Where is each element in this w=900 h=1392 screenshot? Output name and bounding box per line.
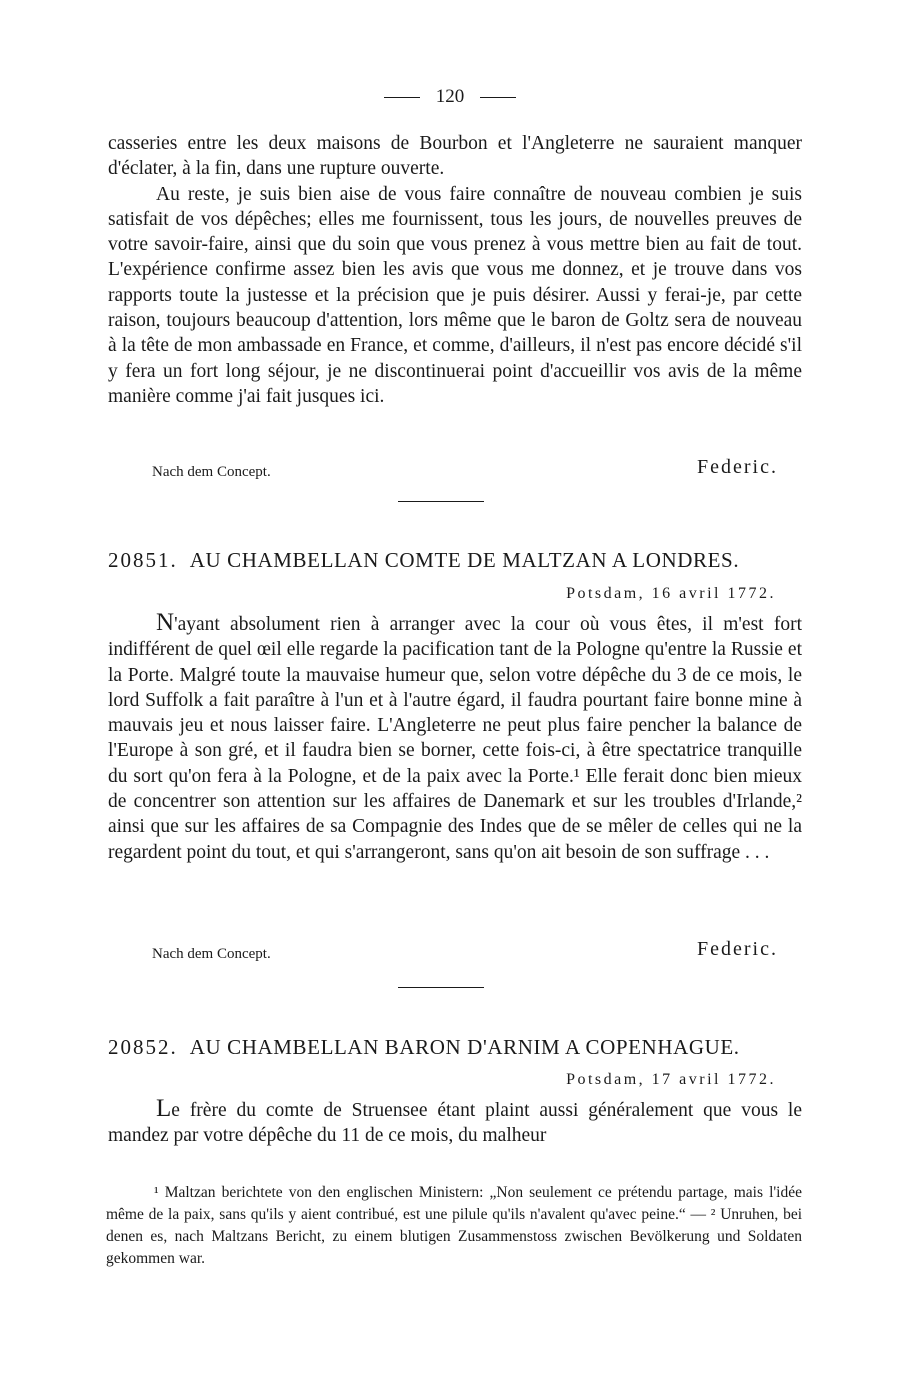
place-date: Potsdam, 17 avril 1772. xyxy=(566,1071,776,1088)
section-separator xyxy=(398,987,484,988)
place-date: Potsdam, 16 avril 1772. xyxy=(566,585,776,602)
source-note: Nach dem Concept. xyxy=(152,946,271,962)
footnotes xyxy=(106,1182,802,1270)
initial-letter: L xyxy=(156,1095,172,1122)
footnote-text: ¹ Maltzan berichtete von den englischen Ministern: „Non seulement ce prétendu partage, mais l'idée même de la paix, sans qu'ils y aient contribué, est une pilule qu'ils n'avalent qu'avec peine.“ — ² Unruhen, bei denen es, nach Maltzans Bericht, zu einem blutigen Zusammenstoss zwischen Bevölkerung und Soldaten gekommen war. xyxy=(106,1184,802,1267)
section-separator xyxy=(398,501,484,502)
source-note: Nach dem Concept. xyxy=(152,464,271,480)
signature: Federic. xyxy=(697,938,778,960)
letter-text: 'ayant absolument rien à arranger avec la cour où vous êtes, il m'est fort indifférent de quel œil elle regarde la pacification tant de la Pologne qu'entre la Russie et la Porte. Malgré toute la mauvaise humeur que, selon votre dépêche du 3 de ce mois, le lord Suffolk a fait paraître à l'un et à l'autre égard, il faudra pourtant faire bonne mine à mauvais jeu et nous laisser faire. L'Angleterre ne peut plus faire pencher la balance de l'Europe à son gré, et il faudra bien se borner, cette fois-ci, à être spectatrice tranquille du sort qu'on fera à la Pologne, et de la paix avec la Porte.¹ Elle ferait donc bien mieux de concentrer son attention sur les affaires de Danemark et sur les troubles d'Irlande,² ainsi que sur les affaires de sa Compagnie des Indes que de se mêler de celles qui ne la regardent point du tout, et qui s'arrangeront, sans qu'on ait besoin de son suffrage . . . xyxy=(108,614,802,863)
signature: Federic. xyxy=(697,456,778,478)
letter-number: 20852. xyxy=(108,1035,178,1059)
letter-number: 20851. xyxy=(108,548,178,572)
initial-letter: N xyxy=(156,609,175,636)
continuation-paragraph: Au reste, je suis bien aise de vous faire connaître de nouveau combien je suis satisfait de vos dépêches; elles me fournissent, tous les jours, de nouvelles preuves de votre savoir-faire, ainsi que du soin que vous prenez à vous mettre bien au fait de tout. L'expérience confirme assez bien les avis que vous me donnez, et je trouve dans vos rapports toute la justesse et la précision que je puis désirer. Aussi y ferai-je, par cette raison, toujours beaucoup d'attention, lors même que le baron de Goltz sera de nouveau à la tête de mon ambassade en France, et comme, d'ailleurs, il n'est pas encore décidé s'il y fera un fort long séjour, je ne discontinuerai point d'accueillir vos avis de la même manière comme j'ai fait jusques ici. xyxy=(108,183,802,407)
letter-title: AU CHAMBELLAN BARON D'ARNIM A COPENHAGUE. xyxy=(189,1035,740,1059)
header-rule-right xyxy=(480,97,516,98)
page-number: 120 xyxy=(435,86,465,107)
letter-body xyxy=(108,1096,802,1149)
letter-body xyxy=(108,610,802,865)
letter-title: AU CHAMBELLAN COMTE DE MALTZAN A LONDRES. xyxy=(189,548,740,572)
letter-heading xyxy=(108,1035,802,1060)
letter-text: e frère du comte de Struensee étant plaint aussi généralement que vous le mandez par votre dépêche du 11 de ce mois, du malheur xyxy=(108,1100,802,1147)
header-rule-left xyxy=(384,97,420,98)
continuation-text xyxy=(108,131,802,409)
continuation-paragraph: casseries entre les deux maisons de Bourbon et l'Angleterre ne sauraient manquer d'éclater, à la fin, dans une rupture ouverte. xyxy=(108,133,802,180)
letter-heading xyxy=(108,548,802,573)
page-header xyxy=(0,86,900,108)
